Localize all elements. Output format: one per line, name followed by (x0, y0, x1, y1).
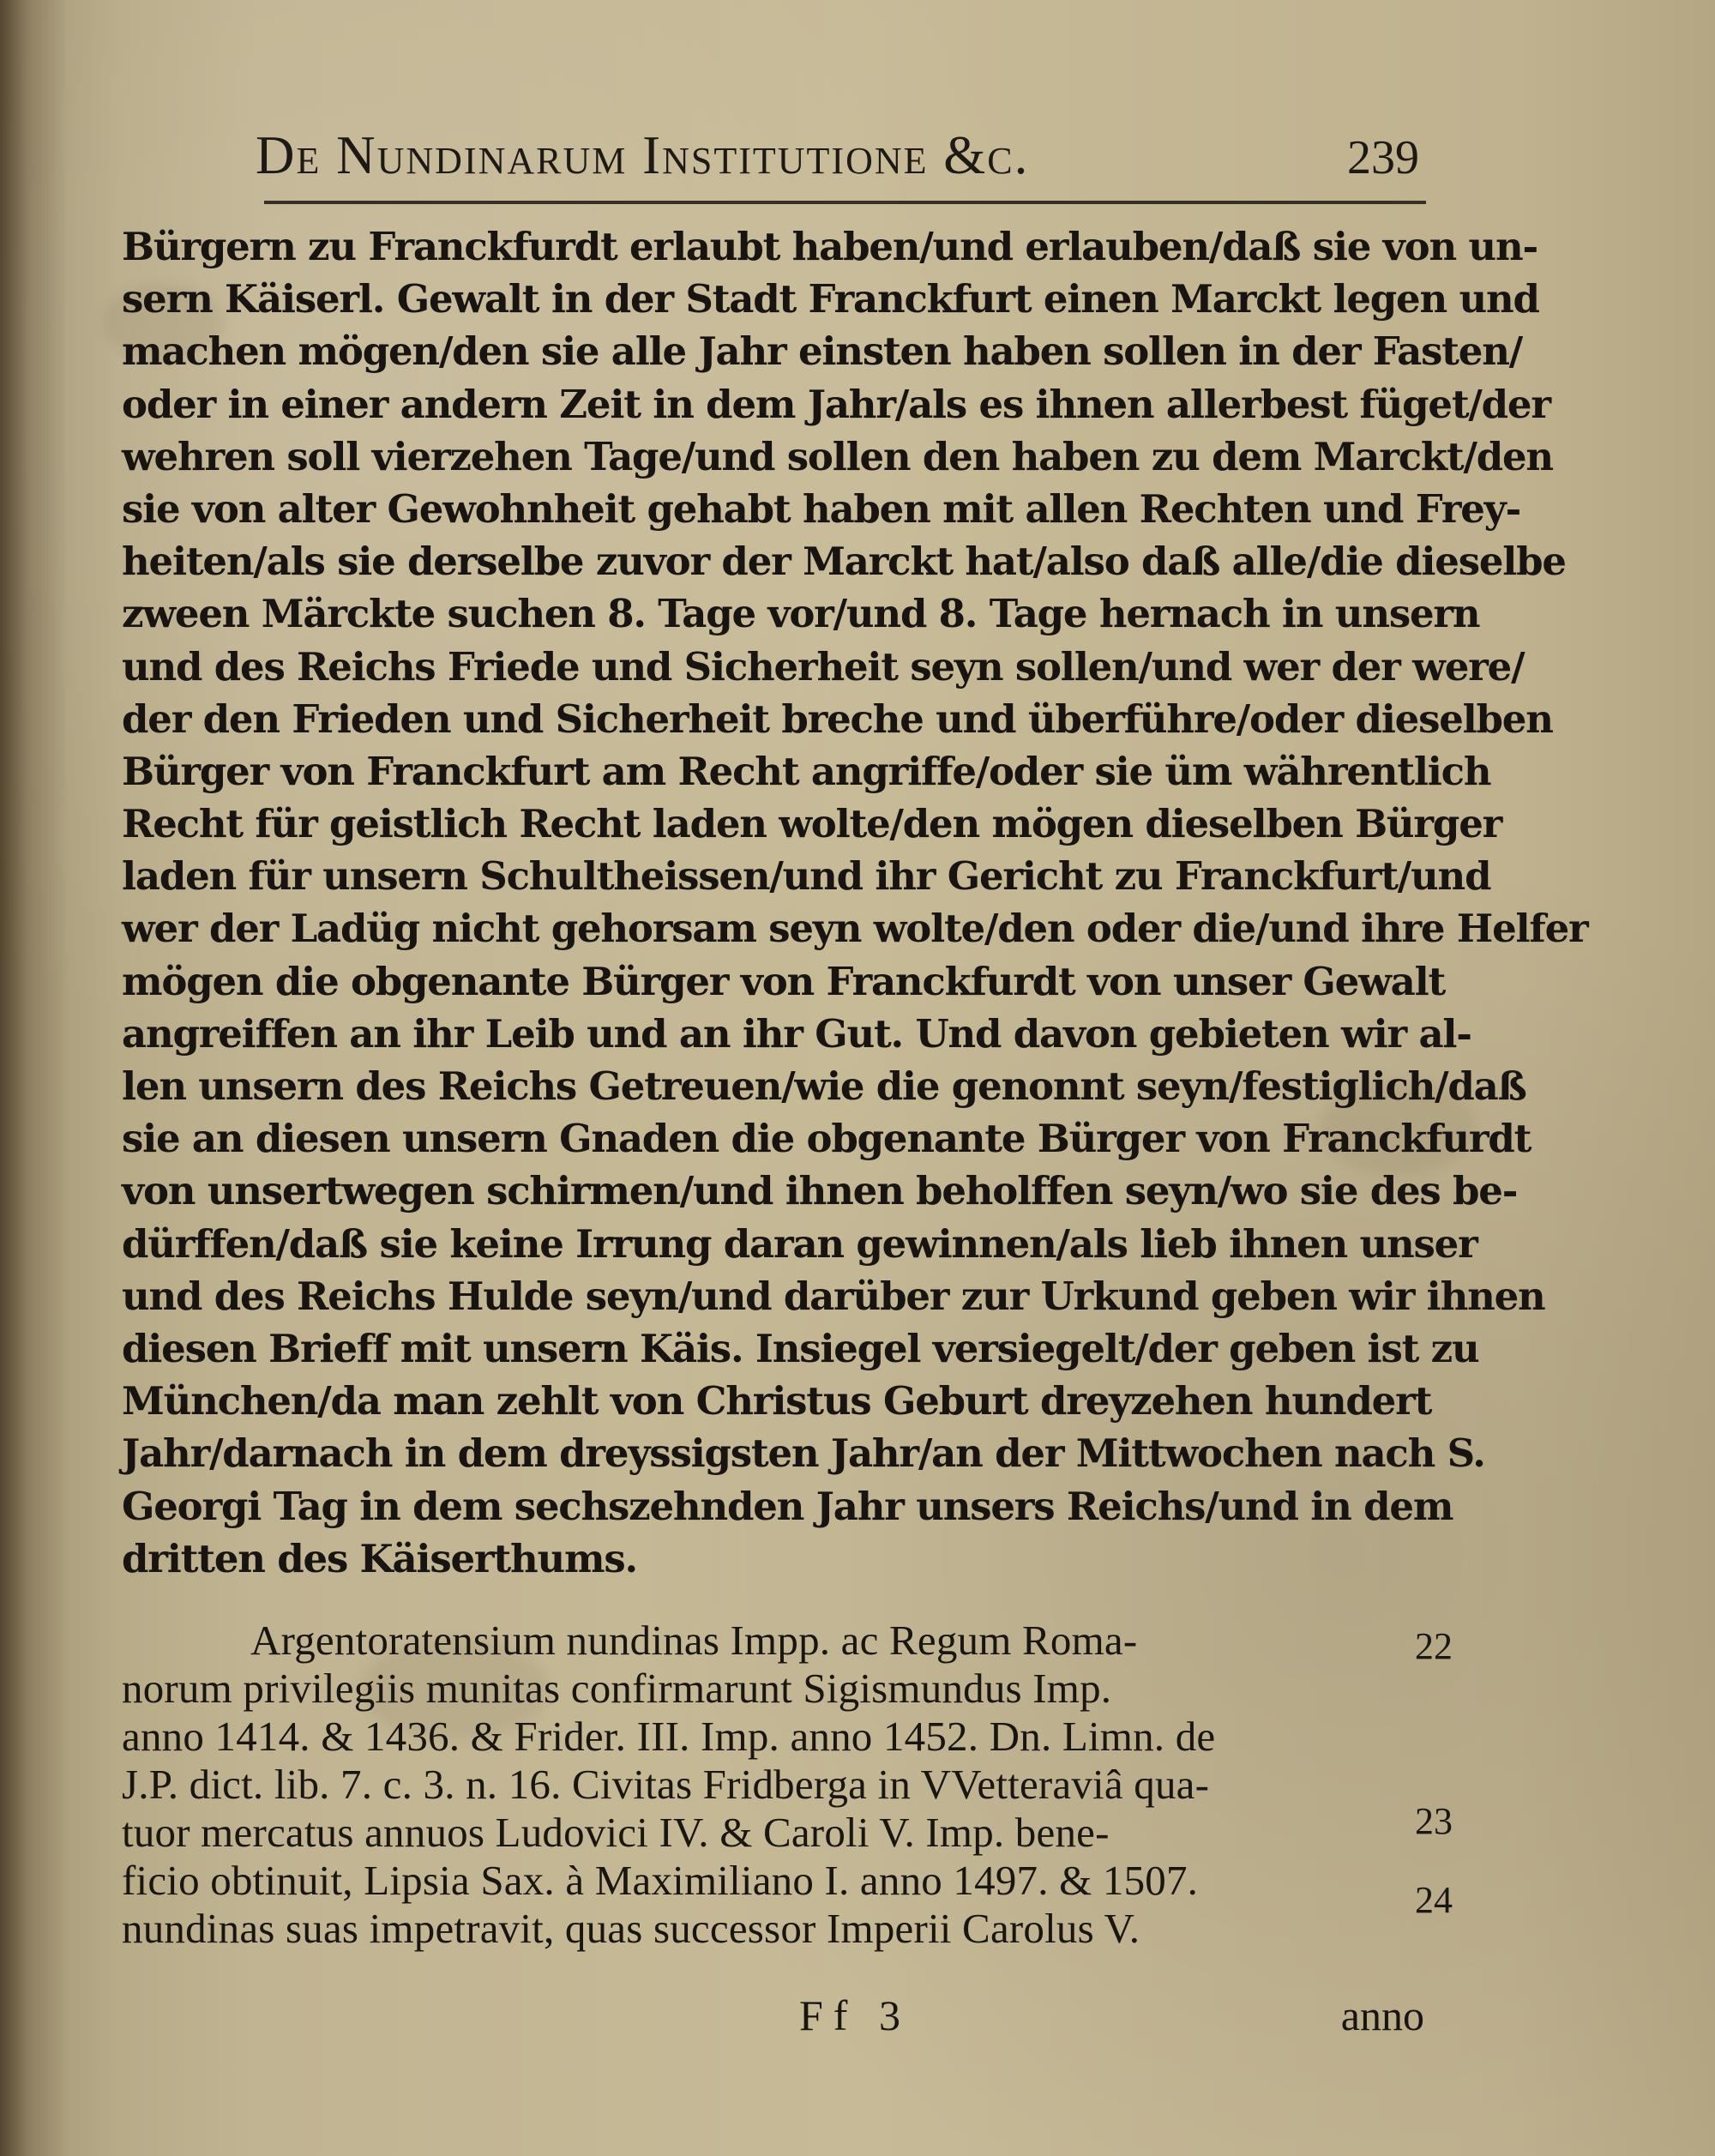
text-line: mögen die obgenante Bürger von Franckfurdt von unser Gewalt (122, 958, 1446, 1004)
text-line: Bürger von Franckfurt am Recht angriffe/oder sie üm währentlich (122, 748, 1491, 794)
text-line: anno 1414. & 1436. & Frider. III. Imp. anno 1452. Dn. Limn. de (122, 1713, 1216, 1760)
text-line: sie von alter Gewohnheit gehabt haben mit allen Rechten und Frey- (122, 485, 1521, 532)
text-line: heiten/als sie derselbe zuvor der Marckt hat/also daß alle/die dieselbe (122, 539, 1566, 585)
text-line: machen mögen/den sie alle Jahr einsten haben sollen in der Fasten/ (122, 328, 1522, 375)
text-line: nundinas suas impetravit, quas successor Imperii Carolus V. (122, 1905, 1140, 1952)
margin-note: 24 (1415, 1879, 1453, 1921)
text-line: und des Reichs Friede und Sicherheit seyn sollen/und wer der were/ (122, 643, 1525, 690)
text-line: oder in einer andern Zeit in dem Jahr/als es ihnen allerbest füget/der (122, 381, 1550, 427)
page-header (256, 125, 1426, 214)
text-line: J.P. dict. lib. 7. c. 3. n. 16. Civitas Fridberga in VVetteraviâ qua- (122, 1761, 1210, 1808)
text-line: sie an diesen unsern Gnaden die obgenante Bürger von Franckfurdt (122, 1116, 1531, 1162)
text-line: München/da man zehlt von Christus Geburt dreyzehen hundert (122, 1378, 1432, 1424)
latin-text-block (122, 1617, 1429, 1953)
text-line: zween Märckte suchen 8. Tage vor/und 8. Tage hernach in unsern (122, 591, 1480, 637)
german-fraktur-text-block (122, 220, 1588, 1585)
text-line: Georgi Tag in dem sechszehnden Jahr unsers Reichs/und in dem (122, 1483, 1453, 1529)
text-line: der den Frieden und Sicherheit breche und überführe/oder dieselben (122, 696, 1553, 742)
text-line: norum privilegiis munitas confirmarunt Sigismundus Imp. (122, 1665, 1112, 1712)
text-line: und des Reichs Hulde seyn/und darüber zur Urkund geben wir ihnen (122, 1273, 1545, 1319)
page-number: 239 (1347, 131, 1419, 184)
catchword: anno (1340, 1991, 1424, 2039)
page-footer (120, 1991, 1428, 2054)
text-line: tuor mercatus annuos Ludovici IV. & Caroli V. Imp. bene- (122, 1809, 1110, 1856)
text-line: dürffen/daß sie keine Irrung daran gewinnen/als lieb ihnen unser (122, 1220, 1477, 1267)
page-left-edge-shadow (0, 0, 69, 2156)
text-line: laden für unsern Schultheissen/und ihr Gericht zu Franckfurt/und (122, 853, 1491, 900)
text-line: von unsertwegen schirmen/und ihnen beholffen seyn/wo sie des be- (122, 1168, 1518, 1214)
text-line: sern Käiserl. Gewalt in der Stadt Franckfurt einen Marckt legen und (122, 276, 1539, 322)
text-line: dritten des Käiserthums. (122, 1535, 638, 1581)
text-line: Jahr/darnach in dem dreyssigsten Jahr/an der Mittwochen nach S. (122, 1430, 1485, 1477)
text-line: Argentoratensium nundinas Impp. ac Regum Roma- (250, 1617, 1138, 1664)
text-line: wer der Ladüg nicht gehorsam seyn wolte/den oder die/und ihre Helfer (122, 906, 1588, 952)
text-line: angreiffen an ihr Leib und an ihr Gut. Und davon gebieten wir al- (122, 1010, 1471, 1057)
text-line: len unsern des Reichs Getreuen/wie die genonnt seyn/festiglich/daß (122, 1063, 1526, 1109)
text-line: Bürgern zu Franckfurdt erlaubt haben/und erlauben/daß sie von un- (122, 224, 1537, 269)
text-line: wehren soll vierzehen Tage/und sollen den haben zu dem Marckt/den (122, 433, 1553, 479)
text-line: Recht für geistlich Recht laden wolte/den mögen dieselben Bürger (122, 801, 1502, 847)
text-line: diesen Brieff mit unsern Käis. Insiegel versiegelt/der geben ist zu (122, 1325, 1479, 1371)
header-rule (264, 201, 1426, 204)
margin-note: 22 (1415, 1625, 1453, 1667)
signature-mark: Ff 3 (799, 1991, 911, 2039)
running-head: De Nundinarum Institutione &c. (256, 125, 1030, 185)
text-line: ficio obtinuit, Lipsia Sax. à Maximiliano I. anno 1497. & 1507. (122, 1857, 1199, 1904)
margin-note: 23 (1415, 1800, 1453, 1842)
